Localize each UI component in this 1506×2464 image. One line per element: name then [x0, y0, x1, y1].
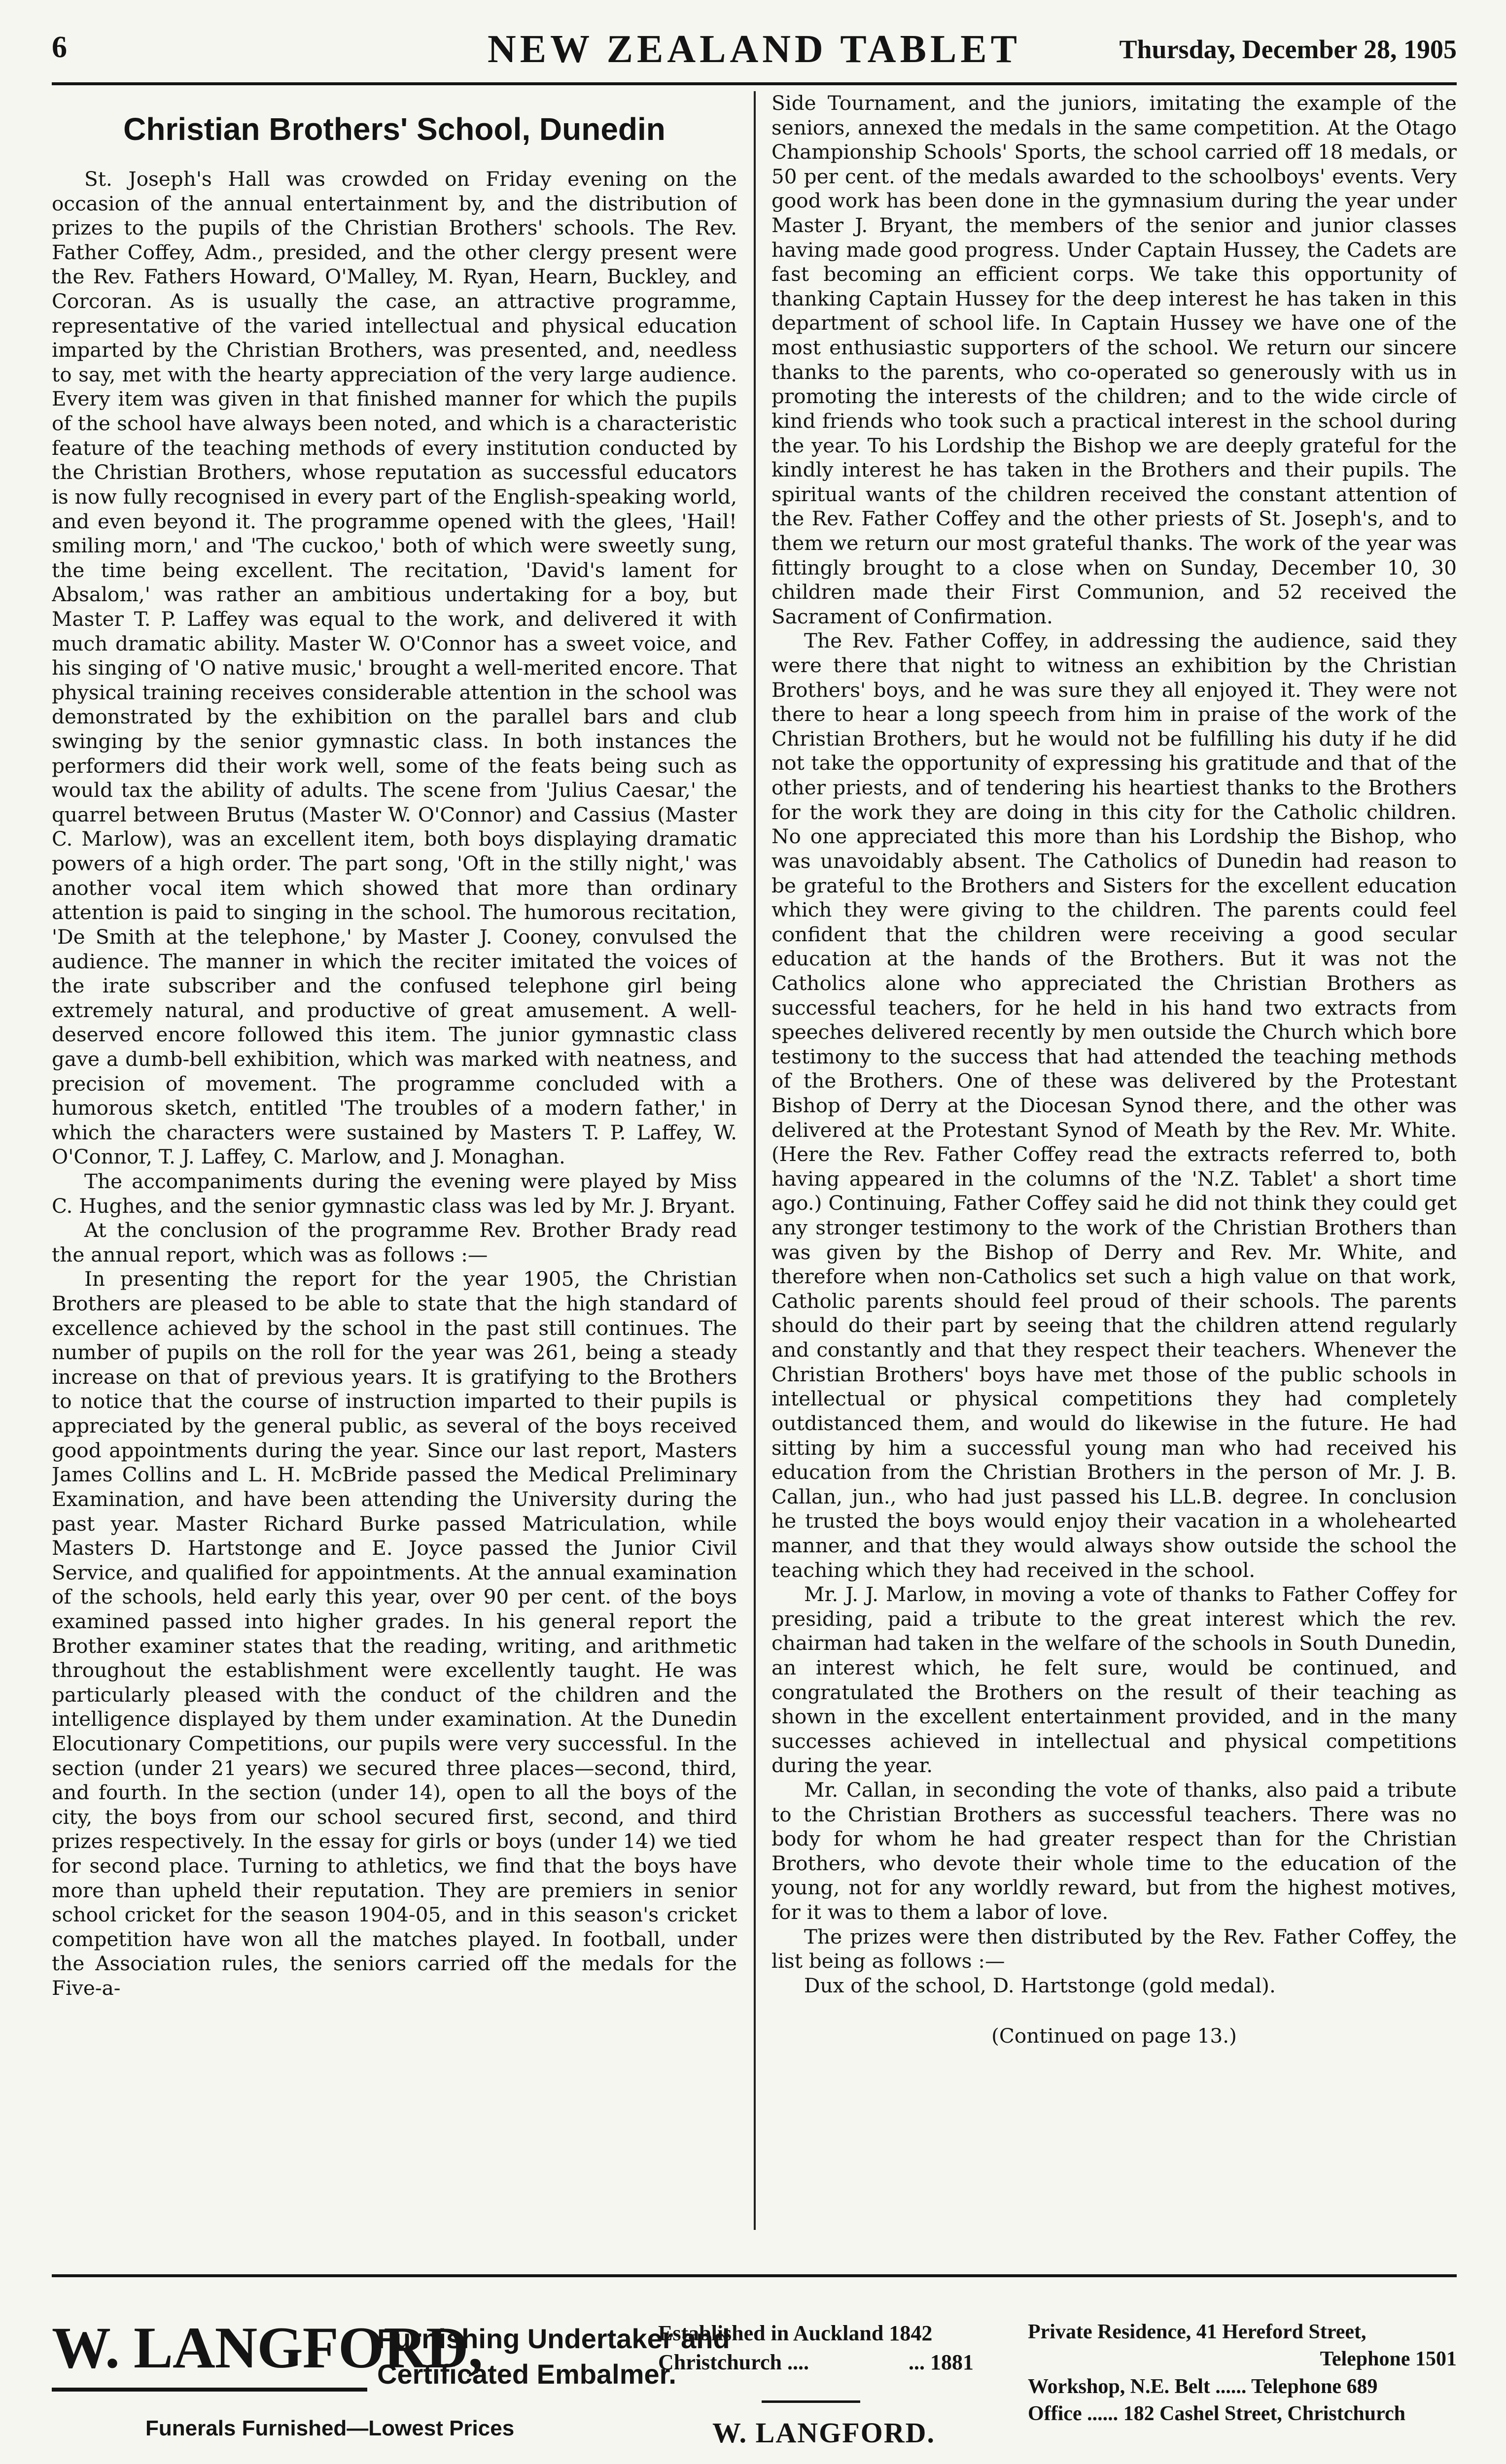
article-paragraph: St. Joseph's Hall was crowded on Friday evening on the occasion of the annual entertainment by, and the distribution of prizes to the pupils of the Christian Brothers' schools. The Rev. Father Coffey, Adm., presided, and the other clergy present were the Rev. Fathers Howard, O'Malley, M. Ryan, Hearn, Buckley, and Corcoran. As is usually the case, an attractive programme, representative of the varied intellectual and physical education imparted by the Christian Brothers, was presented, and, needless to say, met with the hearty appreciation of the very large audience. Every item was given in that finished manner for which the pupils of the school have always been noted, and which is a characteristic feature of the teaching methods of every institution conducted by the Christian Brothers, whose reputation as successful educators is now fully recognised in every part of the English-speaking world, and even beyond it. The programme opened with the glees, 'Hail! smiling morn,' and 'The cuckoo,' both of which were sweetly sung, the time being excellent. The recitation, 'David's lament for Absalom,' was rather an ambitious undertaking for a boy, but Master T. P. Laffey was equal to the work, and delivered it with much dramatic ability. Master W. O'Connor has a sweet voice, and his singing of 'O native music,' brought a well-merited encore. That physical training receives considerable attention in the school was demonstrated by the exhibition on the parallel bars and club swinging by the senior gymnastic class. In both instances the performers did their work well, some of the feats being such as would tax the ability of adults. The scene from 'Julius Caesar,' the quarrel between Brutus (Master W. O'Connor) and Cassius (Master C. Marlow), was an excellent item, both boys displaying dramatic powers of a high order. The part song, 'Oft in the stilly night,' was another vocal item which showed that more than ordinary attention is paid to singing in the school. The humorous recitation, 'De Smith at the telephone,' by Master J. Cooney, convulsed the audience. The manner in which the reciter imitated the voices of the irate subscriber and the confused telephone girl being extremely natural, and productive of great amusement. A well-deserved encore followed this item. The junior gymnastic class gave a dumb-bell exhibition, which was marked with neatness, and precision of movement. The programme concluded with a humorous sketch, entitled 'The troubles of a modern father,' in which the characters were sustained by Masters T. P. Laffey, W. O'Connor, T. J. Laffey, C. Marlow, and J. Monaghan.: [52, 167, 737, 1169]
article-paragraph: Side Tournament, and the juniors, imitating the example of the seniors, annexed the medals in the same competition. At the Otago Championship Schools' Sports, the school carried off 18 medals, or 50 per cent. of the medals awarded to the schoolboys' events. Very good work has been done in the gymnasium during the year under Master J. Bryant, the members of the senior and junior classes having made good progress. Under Captain Hussey, the Cadets are fast becoming an efficient corps. We take this opportunity of thanking Captain Hussey for the deep interest he has taken in this department of school life. In Captain Hussey we have one of the most enthusiastic supporters of the school. We return our sincere thanks to the parents, who co-operated so generously with us in promoting the interests of the children; and to the wide circle of kind friends who took such a practical interest in the school during the year. To his Lordship the Bishop we are deeply grateful for the kindly interest he has taken in the Brothers and their pupils. The spiritual wants of the children received the constant attention of the Rev. Father Coffey and the other priests of St. Joseph's, and to them we return our most grateful thanks. The work of the year was fittingly brought to a close when on Sunday, December 10, 30 children made their First Communion, and 52 received the Sacrament of Confirmation.: [771, 91, 1457, 628]
advertiser-name-underline: [52, 2388, 367, 2392]
private-residence: Private Residence, 41 Hereford Street,: [1028, 2321, 1366, 2343]
article-paragraph: Dux of the school, D. Hartstonge (gold medal).: [804, 1973, 1276, 1997]
funerals-line: Funerals Furnished—Lowest Prices: [145, 2416, 515, 2440]
trade-line-2: Certificated Embalmer.: [377, 2359, 676, 2390]
established-block: [658, 2319, 974, 2377]
established-christchurch: Christchurch ....: [658, 2350, 809, 2375]
article-paragraph: The Rev. Father Coffey, in addressing the audience, said they were there that night to witness an exhibition by the Christian Brothers' boys, and he was sure they all enjoyed it. They were not there to hear a long speech from him in praise of the work of the Christian Brothers, but he would not be fulfilling his duty if he did not take the opportunity of expressing his gratitude and that of the other priests, and of tendering his heartiest thanks to the Brothers for the work they are doing in this city for the Catholic children. No one appreciated this more than his Lordship the Bishop, who was unavoidably absent. The Catholics of Dunedin had reason to be grateful to the Brothers and Sisters for the excellent education which they were giving to the children. The parents could feel confident that the children were receiving a good secular education at the hands of the Brothers. But it was not the Catholics alone who appreciated the Christian Brothers as successful teachers, for he held in his hand two extracts from speeches delivered recently by men outside the Church which bore testimony to the success that had attended the teaching methods of the Brothers. One of these was delivered by the Protestant Bishop of Derry at the Diocesan Synod there, and the other was delivered at the Protestant Synod of Meath by the Rev. Mr. White. (Here the Rev. Father Coffey read the extracts referred to, both having appeared in the columns of the 'N.Z. Tablet' a short time ago.) Continuing, Father Coffey said he did not think they could get any stronger testimony to the work of the Christian Brothers than was given by the Bishop of Derry and Rev. Mr. White, and therefore when non-Catholics set such a high value on that work, Catholic parents should feel proud of their schools. The parents should do their part by seeing that the children attend regularly and constantly and that they respect their teachers. Whenever the Christian Brothers' boys have met those of the public schools in intellectual or physical competitions they had completely outdistanced them, and would do likewise in the future. He had sitting by him a successful young man who had received his education from the Christian Brothers in the person of Mr. J. B. Callan, jun., who had just passed his LL.B. degree. In conclusion he trusted the boys would enjoy their vacation in a wholehearted manner, and that they would always show outside the school the teaching which they had received in the school.: [771, 629, 1457, 1582]
workshop-line: Workshop, N.E. Belt ...... Telephone 689: [1028, 2375, 1378, 2398]
article-paragraph: At the conclusion of the programme Rev. Brother Brady read the annual report, which was as follows :—: [52, 1218, 737, 1266]
advertiser-signature: W. LANGFORD.: [712, 2417, 936, 2449]
continued-notice: (Continued on page 13.): [991, 2023, 1237, 2048]
established-christchurch-year: ... 1881: [909, 2350, 974, 2375]
right-column: [771, 91, 1457, 2215]
article-paragraph: Mr. J. J. Marlow, in moving a vote of thanks to Father Coffey for presiding, paid a tribute to the great interest which the rev. chairman had taken in the welfare of the schools in South Dunedin, an interest which, he felt sure, would be continued, and congratulated the Brothers on the result of their teaching as shown in the excellent entertainment provided, and in the many successes achieved in intellectual and physical competitions during the year.: [771, 1582, 1457, 1778]
article-paragraph: Mr. Callan, in seconding the vote of thanks, also paid a tribute to the Christian Brothers as successful teachers. There was no body for whom he had greater respect than for the Christian Brothers, who devote their whole time to the education of the young, not for any worldly reward, but from the highest motives, for it was to them a labor of love.: [771, 1778, 1457, 1924]
column-divider: [754, 91, 756, 2230]
article-headline: Christian Brothers' School, Dunedin: [123, 111, 665, 147]
signature-rule: [762, 2400, 860, 2403]
advertiser-name: W. LANGFORD,: [52, 2315, 483, 2380]
masthead: [52, 27, 1457, 81]
article-paragraph: In presenting the report for the year 1905, the Christian Brothers are pleased to be able to state that the high standard of excellence achieved by the school in the past still continues. The number of pupils on the roll for the year was 261, being a steady increase on that of previous years. It is gratifying to the Brothers to notice that the course of instruction imparted to their pupils is appreciated by the general public, as several of the boys received good appointments during the year. Since our last report, Masters James Collins and L. H. McBride passed the Medical Preliminary Examination, and have been attending the University during the past year. Master Richard Burke passed Matriculation, while Masters D. Hartstonge and E. Joyce passed the Junior Civil Service, and qualified for appointments. At the annual examination of the schools, held early this year, over 90 per cent. of the boys examined passed into higher grades. In his general report the Brother examiner states that the reading, writing, and arithmetic throughout the establishment were excellently taught. He was particularly pleased with the conduct of the children and the intelligence displayed by them under examination. At the Dunedin Elocutionary Competitions, our pupils were very successful. In the section (under 21 years) we secured three places—second, third, and fourth. In the section (under 14), open to all the boys of the city, the boys from our school secured first, second, and third prizes respectively. In the essay for girls or boys (under 14) we tied for second place. Turning to athletics, we find that the boys have more than upheld their reputation. They are premiers in senior school cricket for the season 1904-05, and in this season's cricket competition have won all the matches played. In football, under the Association rules, the seniors carried off the medals for the Five-a-: [52, 1267, 737, 2000]
established-auckland: Established in Auckland 1842: [658, 2321, 933, 2345]
residence-telephone: Telephone 1501: [1320, 2348, 1457, 2371]
newspaper-title: NEW ZEALAND TABLET: [487, 28, 1021, 71]
trade-line-1: Furnishing Undertaker and: [377, 2323, 730, 2354]
article-paragraph: The accompaniments during the evening were played by Miss C. Hughes, and the senior gymnastic class was led by Mr. J. Bryant.: [52, 1169, 737, 1218]
masthead-rule: [52, 82, 1457, 85]
footer-rule: [52, 2274, 1457, 2277]
article-paragraph: The prizes were then distributed by the Rev. Father Coffey, the list being as follows :—: [771, 1924, 1457, 1973]
office-line: Office ...... 182 Cashel Street, Christchurch: [1028, 2402, 1406, 2426]
contact-block: [1028, 2319, 1457, 2428]
advertisement: [52, 2304, 1457, 2464]
page-number: 6: [52, 31, 67, 64]
left-column: [52, 101, 737, 2225]
newspaper-page: [52, 27, 1457, 2464]
issue-date: Thursday, December 28, 1905: [1119, 34, 1457, 64]
